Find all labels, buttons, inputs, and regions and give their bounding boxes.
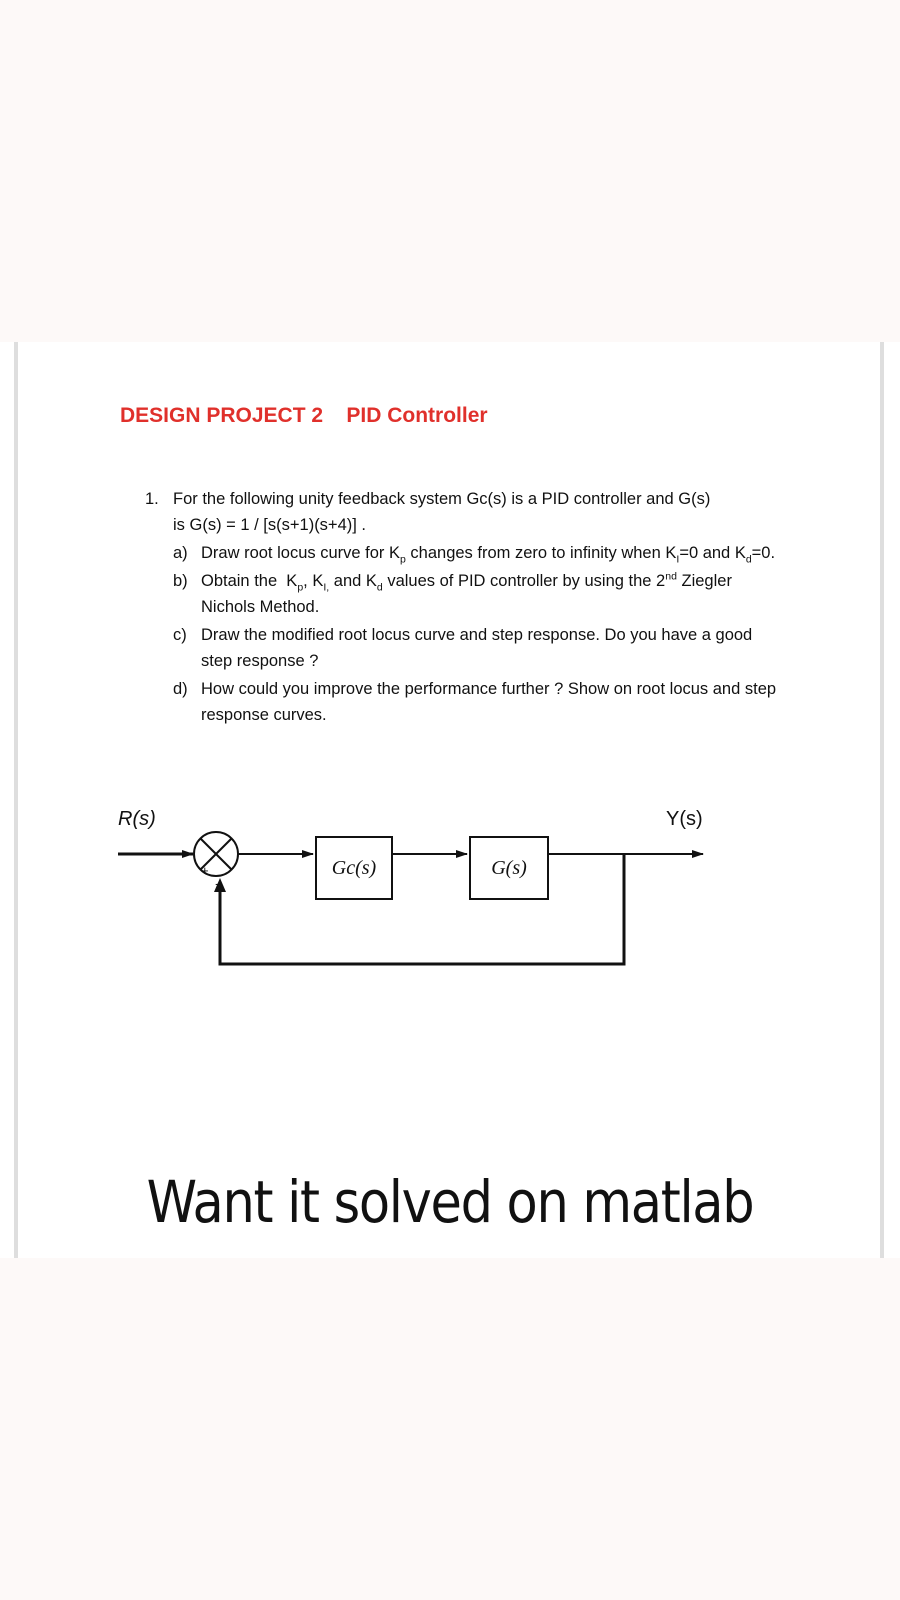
sub-question-letter: a) [173, 544, 188, 562]
plant-block [469, 836, 549, 900]
sub-question-text: Draw the modified root locus curve and step response. Do you have a good step response ? [201, 626, 753, 670]
sub-question-c [173, 622, 785, 674]
sub-question-b [173, 568, 785, 620]
page-left-edge [14, 342, 18, 1258]
sub-question-a [173, 540, 785, 566]
controller-label: Gc(s) [331, 856, 377, 879]
summing-plus-sign: + [201, 863, 209, 878]
sub-question-list [145, 540, 785, 728]
input-label: R(s) [118, 808, 156, 830]
sub-question-letter: d) [173, 680, 188, 698]
sub-question-text: Obtain the $K_p$, $K_{I,}$ and $K_d$ values of PID controller by using the 2nd Ziegler Nichols Method. [201, 570, 732, 616]
controller-block [315, 836, 393, 900]
question-number: 1. [145, 490, 159, 508]
sub-question-text: Draw root locus curve for $K_p$ changes from zero to infinity when $K_I=0$ and $K_d=0$. [201, 544, 776, 566]
feedback-path [220, 854, 624, 964]
sub-question-letter: c) [173, 626, 187, 644]
caption-text: Want it solved on matlab [146, 1168, 754, 1236]
plant-equation: is G(s) = 1 / [s(s+1)(s+4)] . [173, 516, 366, 534]
page-right-edge [880, 342, 884, 1258]
block-diagram-lines [118, 800, 723, 995]
plant-label: G(s) [491, 856, 527, 879]
sub-question-letter: b) [173, 572, 188, 590]
block-diagram [118, 800, 723, 995]
document-title: DESIGN PROJECT 2 PID Controller [120, 404, 488, 427]
question-block [145, 486, 785, 730]
sub-question-text: How could you improve the performance further ? Show on root locus and step response curves. [201, 680, 777, 724]
sub-question-d [173, 676, 785, 728]
summing-minus-sign: − [215, 876, 224, 892]
question-line [145, 486, 785, 512]
question-text: For the following unity feedback system Gc(s) is a PID controller and G(s) [173, 490, 711, 508]
output-label: Y(s) [666, 808, 703, 830]
